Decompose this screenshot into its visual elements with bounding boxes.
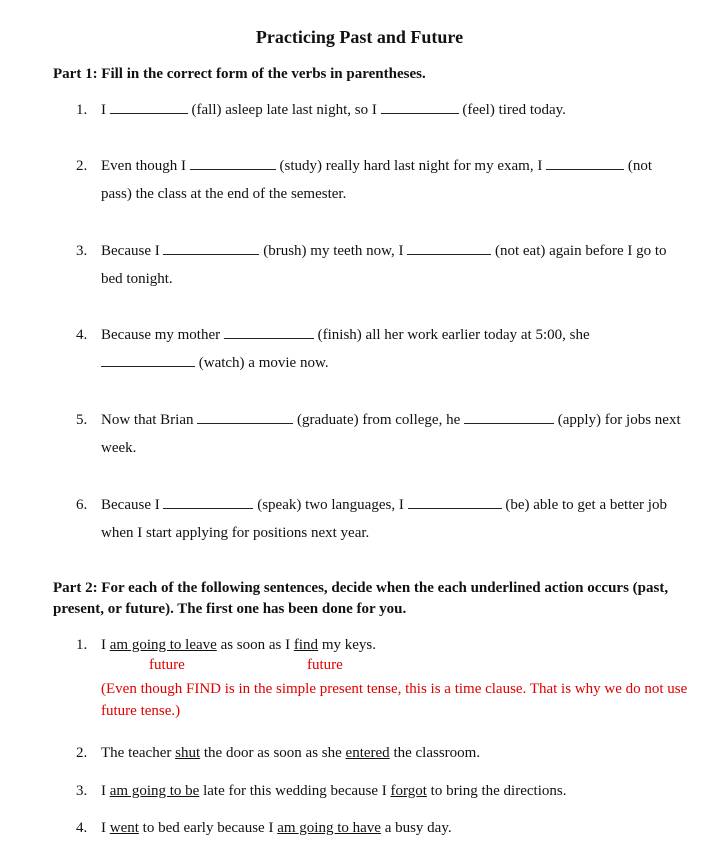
sentence-text: (not pass) the class at the end of the semester. (101, 158, 653, 202)
sentence-text: The teacher (101, 745, 172, 761)
sentence-text: to bring the directions. (430, 783, 567, 799)
part2-heading: Part 2: For each of the following sentences, decide when the each underlined action occurs (past, present, or future). The first one has been done for you. (53, 580, 669, 617)
answer-blank[interactable] (408, 494, 502, 509)
item-number: 3. (76, 243, 88, 259)
sentence-text: (be) able to get a better job when I start applying for positions next year. (101, 497, 667, 541)
answer-blank[interactable] (163, 240, 259, 255)
item-number: 1. (76, 102, 88, 118)
sentence-text: late for this wedding because I (203, 783, 387, 799)
answer-blank[interactable] (110, 99, 188, 114)
tense-annotation: future (307, 657, 343, 673)
sentence-text: (feel) tired today. (462, 102, 566, 118)
sentence-text: I (101, 783, 106, 799)
sentence-text: to bed early because I (142, 820, 274, 836)
sentence-text: Now that Brian (101, 412, 194, 428)
answer-blank[interactable] (197, 409, 293, 424)
part1-item-1 (76, 96, 686, 124)
part1-item-6 (76, 491, 686, 547)
part1-heading: Part 1: Fill in the correct form of the verbs in parentheses. (53, 66, 426, 82)
item-number: 5. (76, 412, 88, 428)
part2-item-4 (76, 818, 686, 838)
underlined-action: entered (345, 745, 390, 761)
item-number: 3. (76, 783, 88, 799)
sentence-text: Because my mother (101, 327, 221, 343)
sentence-text: (fall) asleep late last night, so I (191, 102, 377, 118)
answer-blank[interactable] (407, 240, 491, 255)
answer-blank[interactable] (546, 155, 624, 170)
answer-blank[interactable] (381, 99, 459, 114)
underlined-action: am going to leave (109, 637, 217, 653)
part1-item-3 (76, 237, 686, 293)
part1-item-4 (76, 321, 686, 377)
sentence-text: (apply) for jobs next week. (101, 412, 681, 456)
part1-item-2 (76, 152, 686, 208)
example-note: (Even though FIND is in the simple present tense, this is a time clause. That is why we do not use future tense.) (101, 681, 688, 719)
item-number: 2. (76, 745, 88, 761)
sentence-text: (graduate) from college, he (296, 412, 461, 428)
sentence-text: I (101, 102, 106, 118)
item-number: 4. (76, 327, 88, 343)
sentence-text: Because I (101, 497, 160, 513)
sentence-text: (finish) all her work earlier today at 5:00, she (317, 327, 590, 343)
underlined-action: am going to be (109, 783, 200, 799)
sentence-text: (watch) a movie now. (198, 355, 329, 371)
sentence-text: (not eat) again before I go to bed tonight. (101, 243, 667, 287)
sentence-text: (brush) my teeth now, I (263, 243, 404, 259)
sentence-text: Because I (101, 243, 160, 259)
part2-example (76, 635, 686, 655)
answer-blank[interactable] (163, 494, 253, 509)
sentence-text: Even though I (101, 158, 186, 174)
sentence-text: the door as soon as she (203, 745, 342, 761)
tense-annotation: future (149, 657, 185, 673)
underlined-action: forgot (390, 783, 427, 799)
sentence-text: I (101, 820, 106, 836)
part2-item-3 (76, 781, 686, 801)
item-number: 2. (76, 158, 88, 174)
item-number: 4. (76, 820, 88, 836)
sentence-text: a busy day. (384, 820, 452, 836)
sentence-text: my keys. (321, 637, 376, 653)
example-annotations (100, 657, 700, 677)
sentence-text: as soon as I (220, 637, 291, 653)
item-number: 1. (76, 637, 88, 653)
answer-blank[interactable] (224, 324, 314, 339)
underlined-action: shut (175, 745, 201, 761)
answer-blank[interactable] (464, 409, 554, 424)
item-number: 6. (76, 497, 88, 513)
sentence-text: I (101, 637, 106, 653)
underlined-action: am going to have (277, 820, 381, 836)
answer-blank[interactable] (190, 155, 276, 170)
answer-blank[interactable] (101, 352, 195, 367)
part1-item-5 (76, 406, 686, 462)
sentence-text: the classroom. (393, 745, 481, 761)
sentence-text: (speak) two languages, I (257, 497, 404, 513)
page-title: Practicing Past and Future (255, 27, 464, 47)
part2-item-2 (76, 743, 686, 763)
sentence-text: (study) really hard last night for my exam, I (279, 158, 543, 174)
underlined-action: find (293, 637, 319, 653)
underlined-action: went (109, 820, 139, 836)
